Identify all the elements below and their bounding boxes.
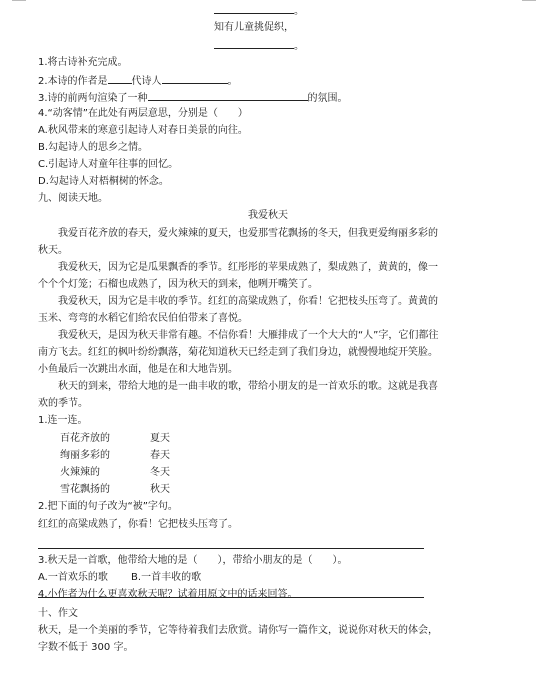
passage-paragraph-4-line-3: 小鱼最后一次跳出水面，他是在和大地告别。	[38, 364, 238, 375]
option-a: A.秋风带来的寒意引起诗人对春日美景的向往。	[38, 125, 248, 136]
passage-paragraph-3-line-1: 我爱秋天，因为它是丰收的季节。红红的高粱成熟了，你看！它把枝头压弯了。黄黄的	[58, 296, 438, 307]
passage-paragraph-1-line-1: 我爱百花齐放的春天，爱火辣辣的夏天，也爱那雪花飘扬的冬天，但我更爱绚丽多彩的	[58, 228, 438, 239]
question-3-options	[38, 570, 201, 585]
passage-paragraph-5-line-2: 欢的季节。	[38, 398, 88, 409]
question-1: 1.将古诗补充完成。	[38, 57, 128, 68]
option-b: B.勾起诗人的思乡之情。	[38, 142, 149, 153]
dynasty-blank[interactable]	[108, 72, 132, 84]
passage-paragraph-4-line-2: 南方飞去。红红的枫叶纷纷飘落，菊花知道秋天已经走到了我们身边，就慢慢地绽开笑脸。	[38, 347, 438, 358]
reading-question-4: 4.小作者为什么更喜欢秋天呢？试着用原文中的话来回答。	[38, 589, 298, 600]
answer-line[interactable]	[38, 597, 424, 598]
essay-prompt-line-2: 字数不低于 300 字。	[38, 642, 134, 653]
reading-question-3: 3.秋天是一首歌，他带给大地的是（ ），带给小朋友的是（ ）。	[38, 555, 348, 566]
atmosphere-blank[interactable]	[148, 89, 308, 101]
match-right-item[interactable]: 冬天	[150, 467, 170, 478]
section-heading: 十、作文	[38, 608, 78, 619]
page-corner-mark-left	[12, 0, 26, 1]
poem-line-3: 。	[214, 37, 304, 54]
poem-line-1: 。	[214, 2, 304, 19]
reading-question-1: 1.连一连。	[38, 415, 88, 426]
match-left-item[interactable]: 雪花飘扬的	[60, 484, 110, 495]
match-left-item[interactable]: 百花齐放的	[60, 433, 110, 444]
match-right-item[interactable]: 秋天	[150, 484, 170, 495]
author-blank[interactable]	[162, 72, 228, 84]
question-3: 3.诗的前两句渲染了一种 的氛围。	[38, 89, 348, 106]
match-right-item[interactable]: 夏天	[150, 433, 170, 444]
option-b[interactable]: B.一首丰收的歌	[131, 572, 202, 583]
answer-blank[interactable]	[214, 2, 294, 14]
page-corner-mark-right	[522, 0, 536, 1]
answer-line[interactable]	[38, 548, 424, 549]
option-d: D.勾起诗人对梧桐树的怀念。	[38, 176, 169, 187]
essay-prompt-line-1: 秋天，是一个美丽的季节，它等待着我们去欣赏。请你写一篇作文，说说你对秋天的体会，	[38, 625, 438, 636]
passage-paragraph-1-line-2: 秋天。	[38, 245, 68, 256]
passage-paragraph-3-line-2: 玉米、弯弯的水稻它们给农民伯伯带来了喜悦。	[38, 313, 248, 324]
passage-paragraph-4-line-1: 我爱秋天，是因为秋天非常有趣。不信你看！大雁排成了一个大大的“人”字，它们都往	[58, 330, 439, 341]
passage-paragraph-5-line-1: 秋天的到来，带给大地的是一曲丰收的歌，带给小朋友的是一首欢乐的歌。这就是我喜	[58, 381, 438, 392]
question-2: 2.本诗的作者是 代诗人 。	[38, 72, 238, 89]
option-c: C.引起诗人对童年往事的回忆。	[38, 159, 179, 170]
passage-title: 我爱秋天	[248, 210, 288, 221]
poem-line-2: 知有儿童挑促织，	[214, 22, 294, 33]
question-2-sentence: 红红的高粱成熟了，你看！它把枝头压弯了。	[38, 519, 238, 530]
passage-paragraph-2-line-2: 个个个灯笼；石榴也成熟了，因为秋天的到来，他咧开嘴笑了。	[38, 279, 318, 290]
section-heading: 九、阅读天地。	[38, 193, 108, 204]
passage-paragraph-2-line-1: 我爱秋天，因为它是瓜果飘香的季节。红彤彤的苹果成熟了，梨成熟了，黄黄的，像一	[58, 262, 438, 273]
question-4: 4.“动客情”在此处有两层意思，分别是（ ）	[38, 108, 248, 119]
reading-question-2: 2.把下面的句子改为“被”字句。	[38, 501, 178, 512]
option-a[interactable]: A.一首欢乐的歌	[38, 572, 108, 583]
match-left-item[interactable]: 火辣辣的	[60, 467, 100, 478]
answer-blank[interactable]	[214, 37, 294, 49]
match-left-item[interactable]: 绚丽多彩的	[60, 450, 110, 461]
match-right-item[interactable]: 春天	[150, 450, 170, 461]
